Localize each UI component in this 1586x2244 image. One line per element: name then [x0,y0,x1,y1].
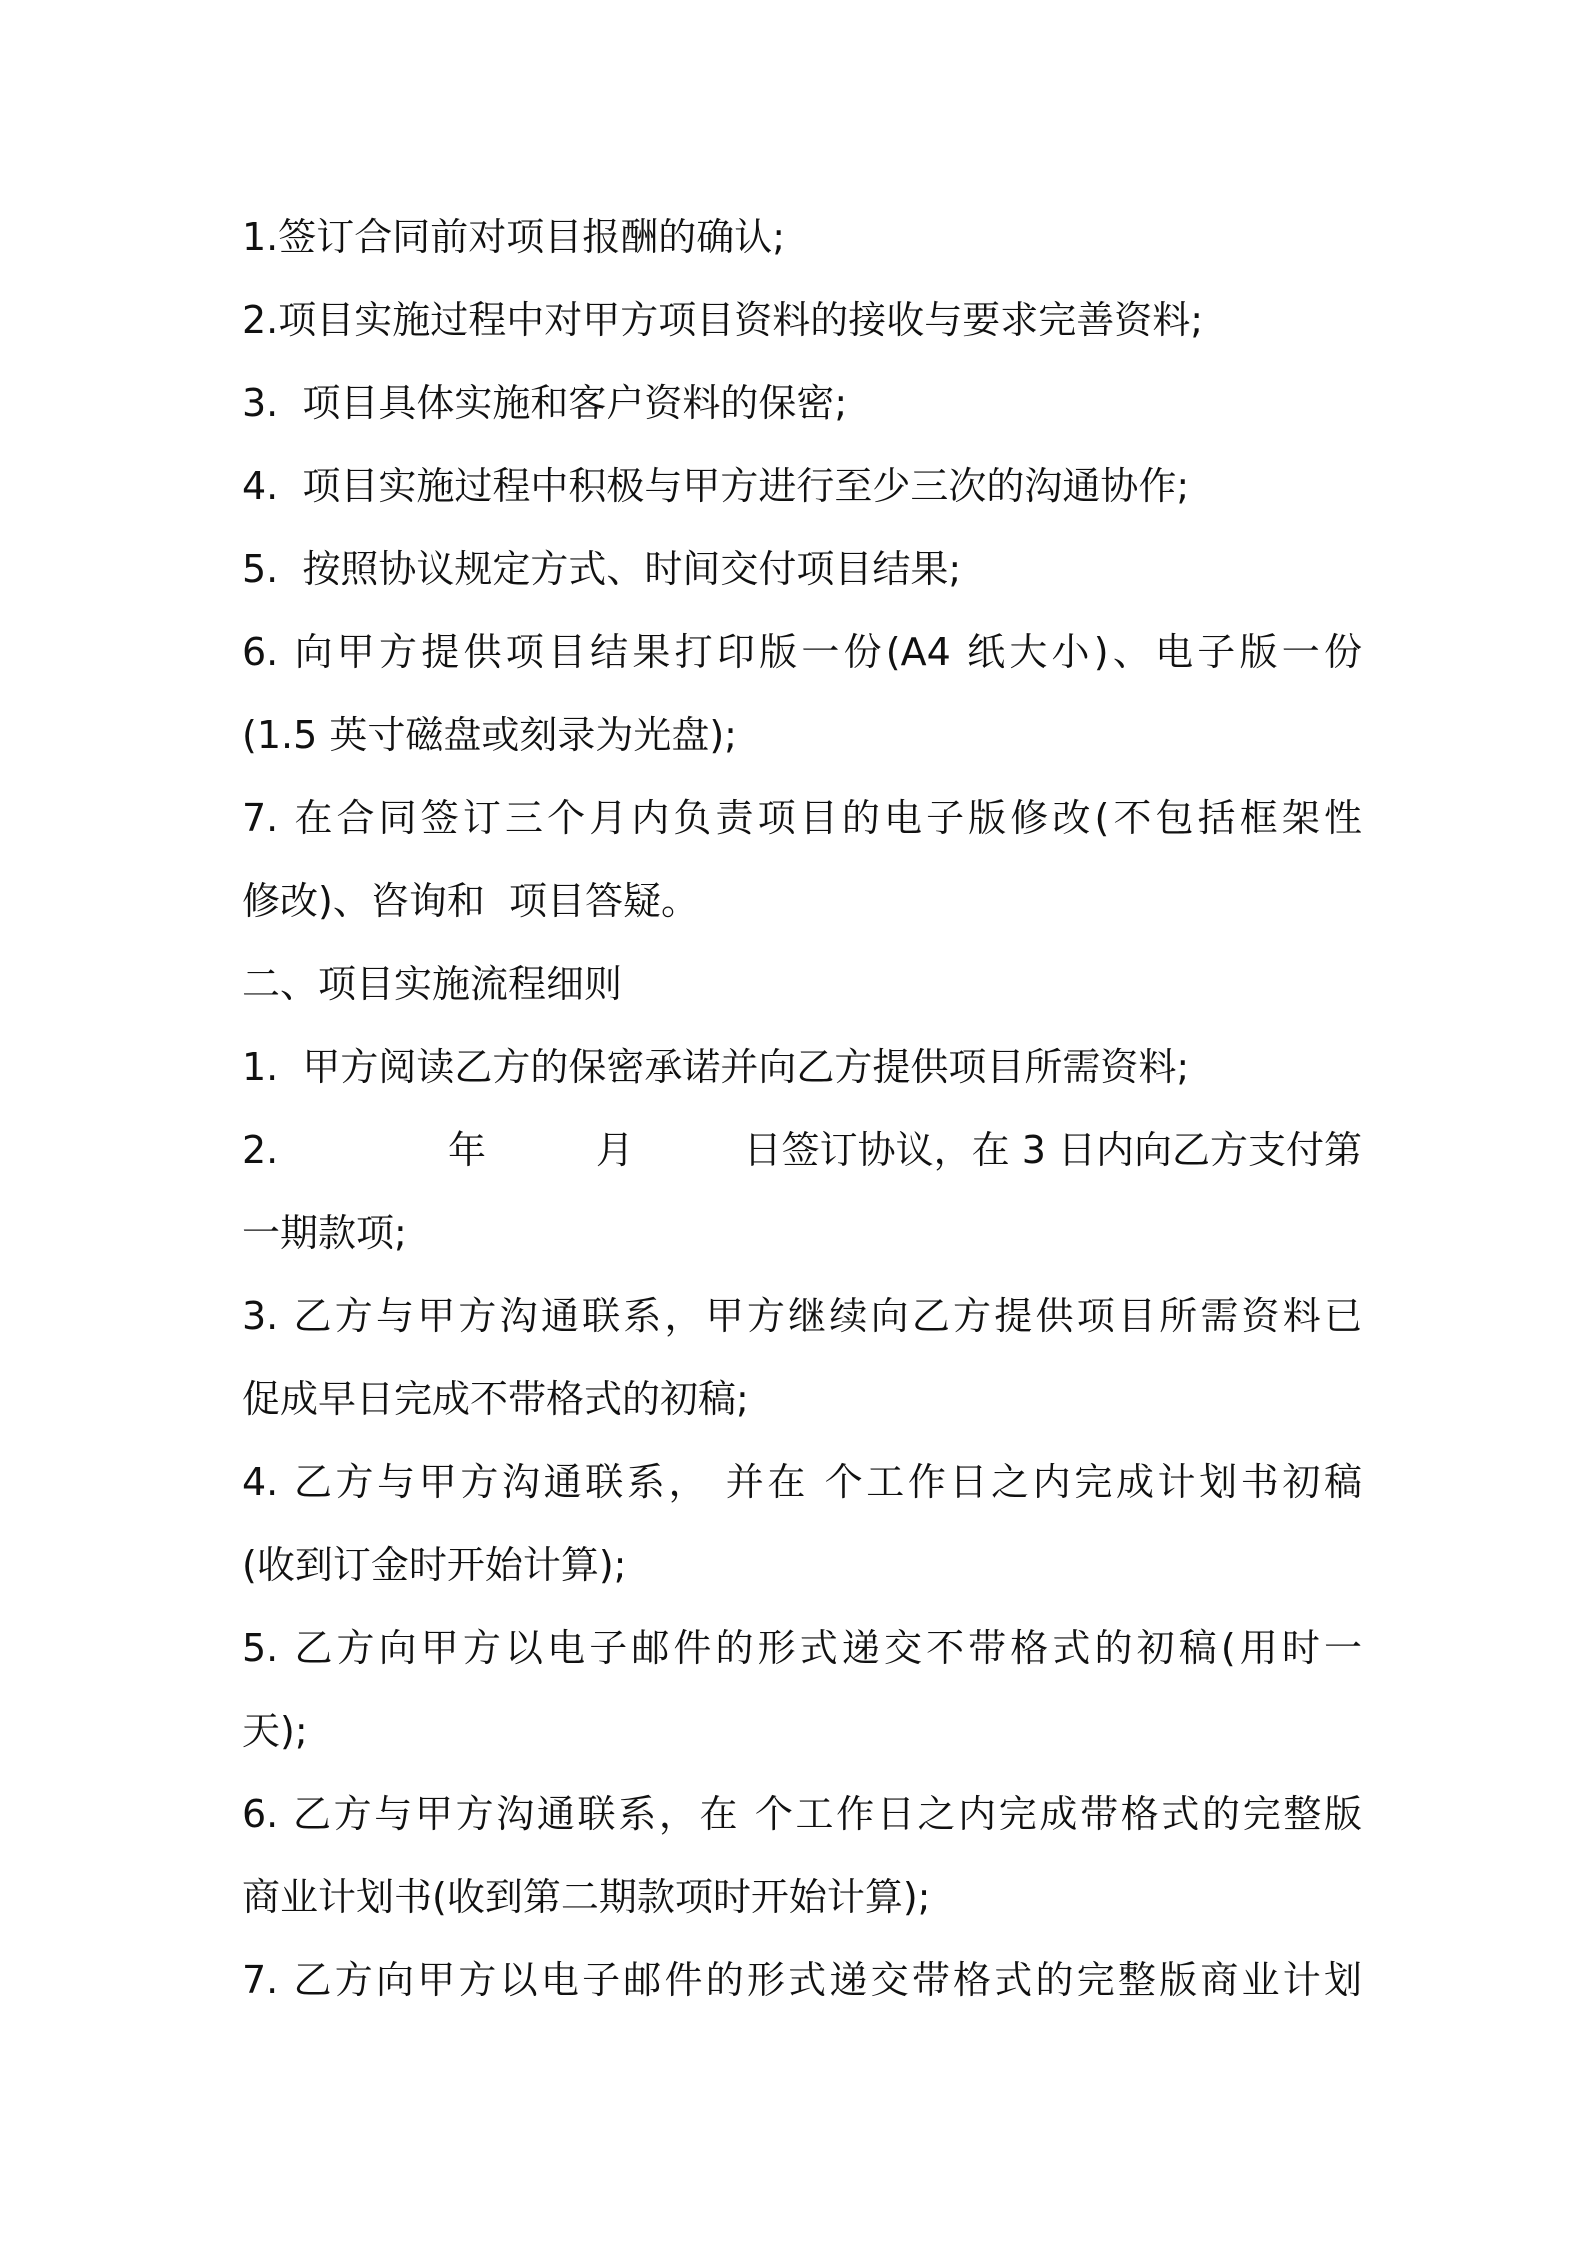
item-number: 2. [242,1128,279,1172]
text-line: 一期款项; [242,1211,407,1255]
text-line: 2.项目实施过程中对甲方项目资料的接收与要求完善资料; [242,298,1204,342]
text-line: 4. 乙方与甲方沟通联系， 并在 个工作日之内完成计划书初稿 [242,1460,1362,1504]
text-line: 6. 乙方与甲方沟通联系，在 个工作日之内完成带格式的完整版 [242,1792,1362,1836]
text-line: 1.签订合同前对项目报酬的确认; [242,215,786,259]
month-label: 月 [595,1128,634,1172]
text-line: 1. 甲方阅读乙方的保密承诺并向乙方提供项目所需资料; [242,1045,1190,1089]
text-line: 修改)、咨询和 项目答疑。 [242,879,699,923]
date-fill-line [242,1109,1362,1192]
text-line: (1.5 英寸磁盘或刻录为光盘); [242,713,737,757]
text-line: 促成早日完成不带格式的初稿; [242,1377,749,1421]
text-line: 天); [242,1709,308,1753]
text-line: 5. 乙方向甲方以电子邮件的形式递交不带格式的初稿(用时一 [242,1626,1362,1670]
year-label: 年 [448,1128,487,1172]
text-line: 5. 按照协议规定方式、时间交付项目结果; [242,547,962,591]
text-line: 3. 项目具体实施和客户资料的保密; [242,381,848,425]
text-line: 3. 乙方与甲方沟通联系，甲方继续向乙方提供项目所需资料已 [242,1294,1362,1338]
text-line: 商业计划书(收到第二期款项时开始计算); [242,1875,931,1919]
text-line: 7. 乙方向甲方以电子邮件的形式递交带格式的完整版商业计划 [242,1958,1362,2002]
text-line: (收到订金时开始计算); [242,1543,627,1587]
text-line: 6. 向甲方提供项目结果打印版一份(A4 纸大小)、电子版一份 [242,630,1362,674]
text-line: 4. 项目实施过程中积极与甲方进行至少三次的沟通协作; [242,464,1190,508]
text-line: 7. 在合同签订三个月内负责项目的电子版修改(不包括框架性 [242,796,1362,840]
section-heading: 二、项目实施流程细则 [242,962,623,1006]
document-body [242,196,1362,2022]
date-line-rest: 日签订协议，在 3 日内向乙方支付第 [743,1128,1362,1172]
